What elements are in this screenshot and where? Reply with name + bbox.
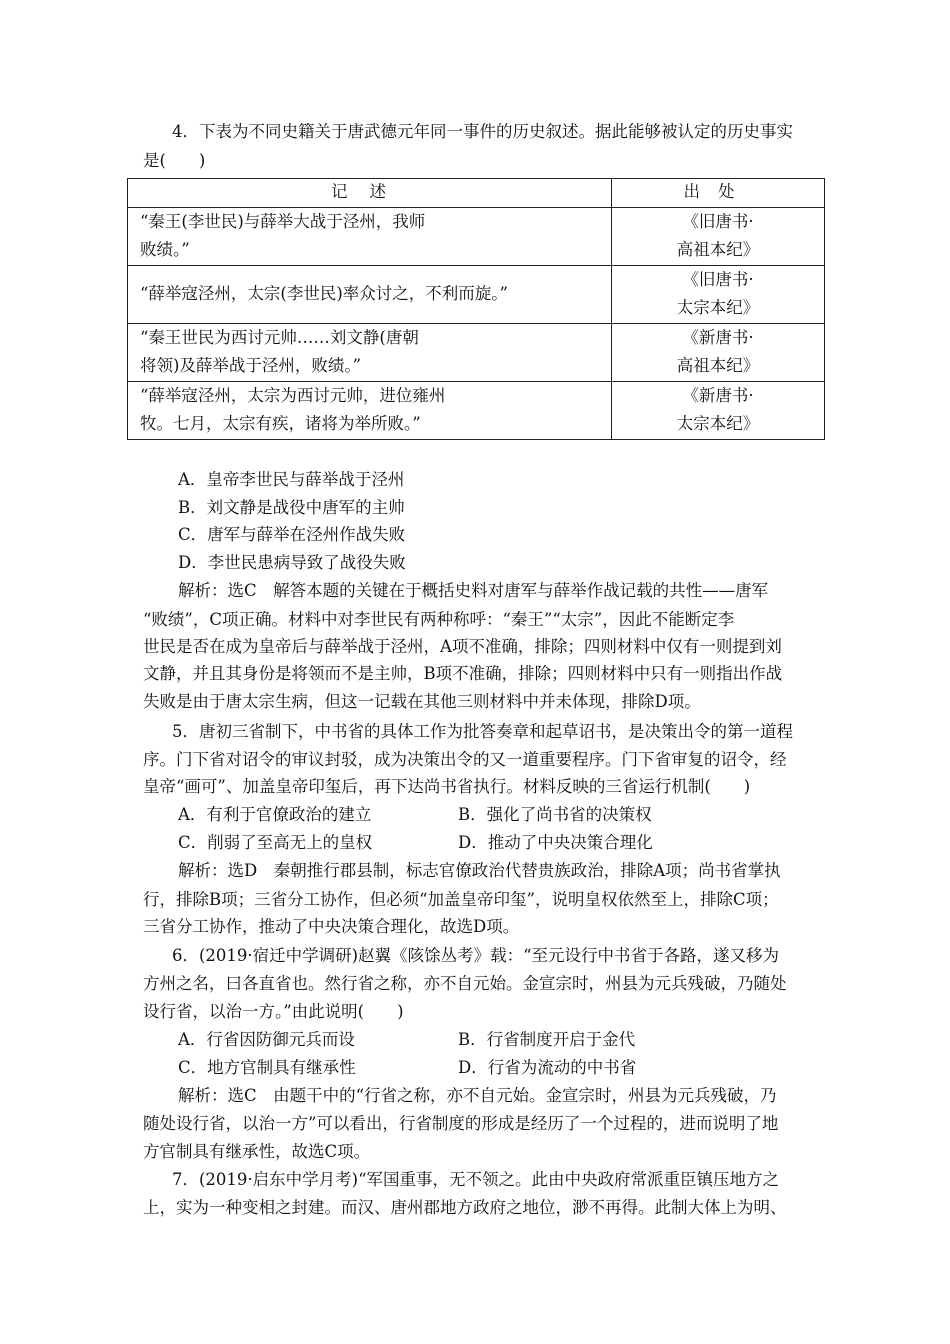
record-text [128,266,611,280]
record-text: “秦王(李世民)与薛举大战于泾州，我师 [140,212,426,231]
q5-option-c: C．削弱了至高无上的皇权 [178,833,373,852]
q5-stem-line: 皇帝“画可”、加盖皇帝印玺后，再下达尚书省执行。材料反映的三省运行机制( ) [143,777,751,796]
table-row [128,324,825,382]
record-text: 败绩。” [140,240,190,259]
source-text: 《旧唐书· [682,270,754,289]
q7-stem-line: 7．(2019·启东中学月考)“军国重事，无不领之。此由中央政府常派重臣镇压地方之 [172,1170,780,1189]
record-text: “秦王世民为西讨元帅……刘文静(唐朝 [140,328,419,347]
q6-explanation-line: 方官制具有继承性，故选C项。 [143,1142,371,1161]
q4-explanation-line: 解析：选C 解答本题的关键在于概括史料对唐军与薛举作战记载的共性——唐军 [178,581,769,600]
history-records-table [127,178,825,440]
q5-option-b: B．强化了尚书省的决策权 [458,805,652,824]
record-text: 将领)及薛举战于泾州，败绩。” [140,356,362,375]
table-row [128,266,825,324]
q4-option-a: A．皇帝李世民与薛举战于泾州 [178,470,405,489]
q4-explanation-line: “败绩”，C项正确。材料中对李世民有两种称呼：“秦王”“太宗”，因此不能断定李 [143,610,735,629]
record-cell [128,208,612,266]
source-cell [612,266,825,324]
q6-option-d: D．行省为流动的中书省 [458,1058,637,1077]
q5-option-a: A．有利于官僚政治的建立 [178,805,372,824]
record-text: “薛举寇泾州，太宗(李世民)率众讨之，不利而旋。” [140,284,508,303]
source-text: 《新唐书· [682,328,754,347]
q5-stem-line: 5．唐初三省制下，中书省的具体工作为批答奏章和起草诏书，是决策出令的第一道程 [172,722,793,741]
source-text: 太宗本纪》 [676,414,760,433]
q4-option-b: B．刘文静是战役中唐军的主帅 [178,498,405,517]
source-text: 太宗本纪》 [676,298,760,317]
q6-option-a: A．行省因防御元兵而设 [178,1030,355,1049]
q6-stem-line: 6．(2019·宿迁中学调研)赵翼《陔馀丛考》载：“至元设行中书省于各路，遂又移为 [172,946,780,965]
record-cell [128,324,612,382]
header-source: 出处 [612,179,825,208]
source-text: 高祖本纪》 [676,240,760,259]
q5-option-d: D．推动了中央决策合理化 [458,833,653,852]
record-cell [128,382,612,440]
record-text: 牧。七月，太宗有疾，诸将为举所败。” [140,414,421,433]
q5-explanation-line: 行，排除B项；三省分工协作，但必须“加盖皇帝印玺”，说明皇权依然至上，排除C项； [143,890,779,909]
q7-stem-line: 上，实为一种变相之封建。而汉、唐州郡地方政府之地位，渺不再得。此制大体上为明、 [143,1198,787,1217]
record-text: “薛举寇泾州，太宗为西讨元帅，进位雍州 [140,386,446,405]
source-text: 高祖本纪》 [676,356,760,375]
q4-stem-line-1: 4．下表为不同史籍关于唐武德元年同一事件的历史叙述。据此能够被认定的历史事实 [172,122,793,141]
q6-stem-line: 方州之名，曰各直省也。然行省之称，亦不自元始。金宣宗时，州县为元兵残破，乃随处 [143,974,787,993]
q6-explanation-line: 随处设行省，以治一方”可以看出，行省制度的形成是经历了一个过程的，进而说明了地 [143,1114,779,1133]
source-cell [612,208,825,266]
q6-stem-line: 设行省，以治一方。”由此说明( ) [143,1002,404,1021]
q5-explanation-line: 三省分工协作，推动了中央决策合理化，故选D项。 [143,917,520,936]
table-header-row [128,179,825,208]
q4-stem-line-2: 是( ) [143,151,206,170]
table-row [128,382,825,440]
q6-explanation-line: 解析：选C 由题干中的“行省之称，亦不自元始。金宣宗时，州县为元兵残破，乃 [178,1086,777,1105]
q5-stem-line: 序。门下省对诏令的审议封驳，成为决策出令的又一道重要程序。门下省审复的诏令，经 [143,750,787,769]
q5-explanation-line: 解析：选D 秦朝推行郡县制，标志官僚政治代替贵族政治，排除A项；尚书省掌执 [178,861,781,880]
q6-option-b: B．行省制度开启于金代 [458,1030,636,1049]
q4-explanation-line: 失败是由于唐太宗生病，但这一记载在其他三则材料中并未体现，排除D项。 [143,692,701,711]
source-text: 《旧唐书· [682,212,754,231]
source-text: 《新唐书· [682,386,754,405]
q4-option-c: C．唐军与薛举在泾州作战失败 [178,525,406,544]
q4-option-d: D．李世民患病导致了战役失败 [178,553,406,572]
q4-explanation-line: 文静，并且其身份是将领而不是主帅，B项不准确，排除；四则材料中只有一则指出作战 [143,664,783,683]
source-cell [612,382,825,440]
table-row [128,208,825,266]
q6-option-c: C．地方官制具有继承性 [178,1058,356,1077]
source-cell [612,324,825,382]
q4-explanation-line: 世民是否在成为皇帝后与薛举战于泾州，A项不准确，排除；四则材料中仅有一则提到刘 [143,637,782,656]
header-record: 记述 [128,179,612,208]
record-cell [128,266,612,324]
